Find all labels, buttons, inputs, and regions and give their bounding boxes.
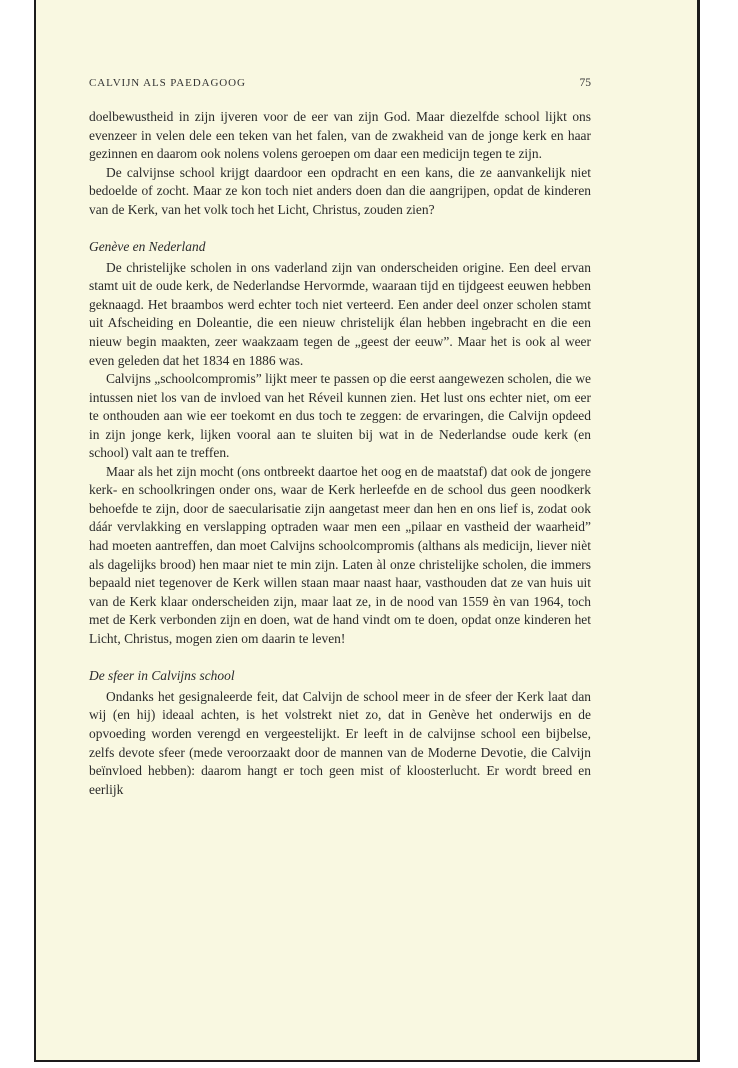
paragraph-3: De christelijke scholen in ons vaderland zijn van onderscheiden origine. Een deel ervan stamt uit de oude kerk, de Nederlandse Hervormde, waaraan tijd en tijdgeest eeuwen hebben geknaagd. Het braambos werd echter toch niet verteerd. Een ander deel onzer scholen stamt uit Afscheiding en Doleantie, die een nieuw christelijk élan hebben ingebracht en die een nieuw begin maakten, zeer waakzaam tegen de „geest der eeuw”. Maar het is ook al weer even geleden dat het 1834 en 1886 was. <box>89 259 591 368</box>
paragraph-6: Ondanks het gesignaleerde feit, dat Calvijn de school meer in de sfeer der Kerk laat dan wij (en hij) ideaal achten, is het volstrekt niet zo, dat in Genève het onderwijs en de opvoeding worden verengd en vergeestelijkt. Er leeft in de calvijnse school een bijbelse, zelfs devote sfeer (mede veroorzaakt door de mannen van de Moderne Devotie, die Calvijn beïnvloed hebben): daarom hangt er toch geen mist of kloosterlucht. Er wordt breed en eerlijk <box>89 688 591 797</box>
paragraph-5: Maar als het zijn mocht (ons ontbreekt daartoe het oog en de maatstaf) dat ook de jongere kerk- en schoolkringen onder ons, waar de Kerk herleefde en de school dus geen noodkerk behoefde te zijn, door de saecularisatie zijn aangetast meer dan hen en ons lief is, zodat ook dáár vervlakking en verslapping optraden waar men een „pilaar en vastheid der waarheid” had moeten aantreffen, dan moet Calvijns schoolcompromis (althans als medicijn, liever nièt als dagelijks brood) hen maar niet te min zijn. Laten àl onze christelijke scholen, die immers bepaald niet tegenover de Kerk willen staan maar naast haar, vasthouden dat ze van huis uit van de Kerk klaar onderscheiden zijn, maar laat ze, in de nood van 1559 èn van 1964, toch met de Kerk verbonden zijn en doen, wat de hand vindt om te doen, opdat onze kinderen het Licht, Christus, mogen zien om daarin te leven! <box>89 463 591 646</box>
section-heading-sfeer: De sfeer in Calvijns school <box>89 668 235 684</box>
page-number: 75 <box>579 77 591 89</box>
page-content <box>89 76 591 799</box>
running-title: CALVIJN ALS PAEDAGOOG <box>89 77 246 89</box>
book-page <box>34 0 700 1062</box>
paragraph-1: doelbewustheid in zijn ijveren voor de eer van zijn God. Maar diezelfde school lijkt ons evenzeer in velen dele een teken van het falen, van de zwakheid van de jonge kerk en haar gezinnen en daarom ook nolens volens geroepen om daar een medicijn tegen te zijn. <box>89 109 591 162</box>
paragraph-4: Calvijns „schoolcompromis” lijkt meer te passen op die eerst aangewezen scholen, die we intussen niet los van de invloed van het Réveil kunnen zien. Het lust ons echter niet, om eer te onthouden aan wie eer toekomt en dus toch te zeggen: de ervaringen, die Calvijn opdeed in zijn jonge kerk, lijken vooral aan te sluiten bij wat in de Nederlandse oude kerk (en school) valt aan te treffen. <box>89 371 591 461</box>
section-heading-geneve-nederland: Genève en Nederland <box>89 239 206 255</box>
paragraph-2: De calvijnse school krijgt daardoor een opdracht en een kans, die ze aanvankelijk niet bedoelde of zocht. Maar ze kon toch niet anders doen dan die aangrijpen, opdat de kinderen van de Kerk, van het volk toch het Licht, Christus, zouden zien? <box>89 164 591 217</box>
running-head <box>89 76 591 90</box>
